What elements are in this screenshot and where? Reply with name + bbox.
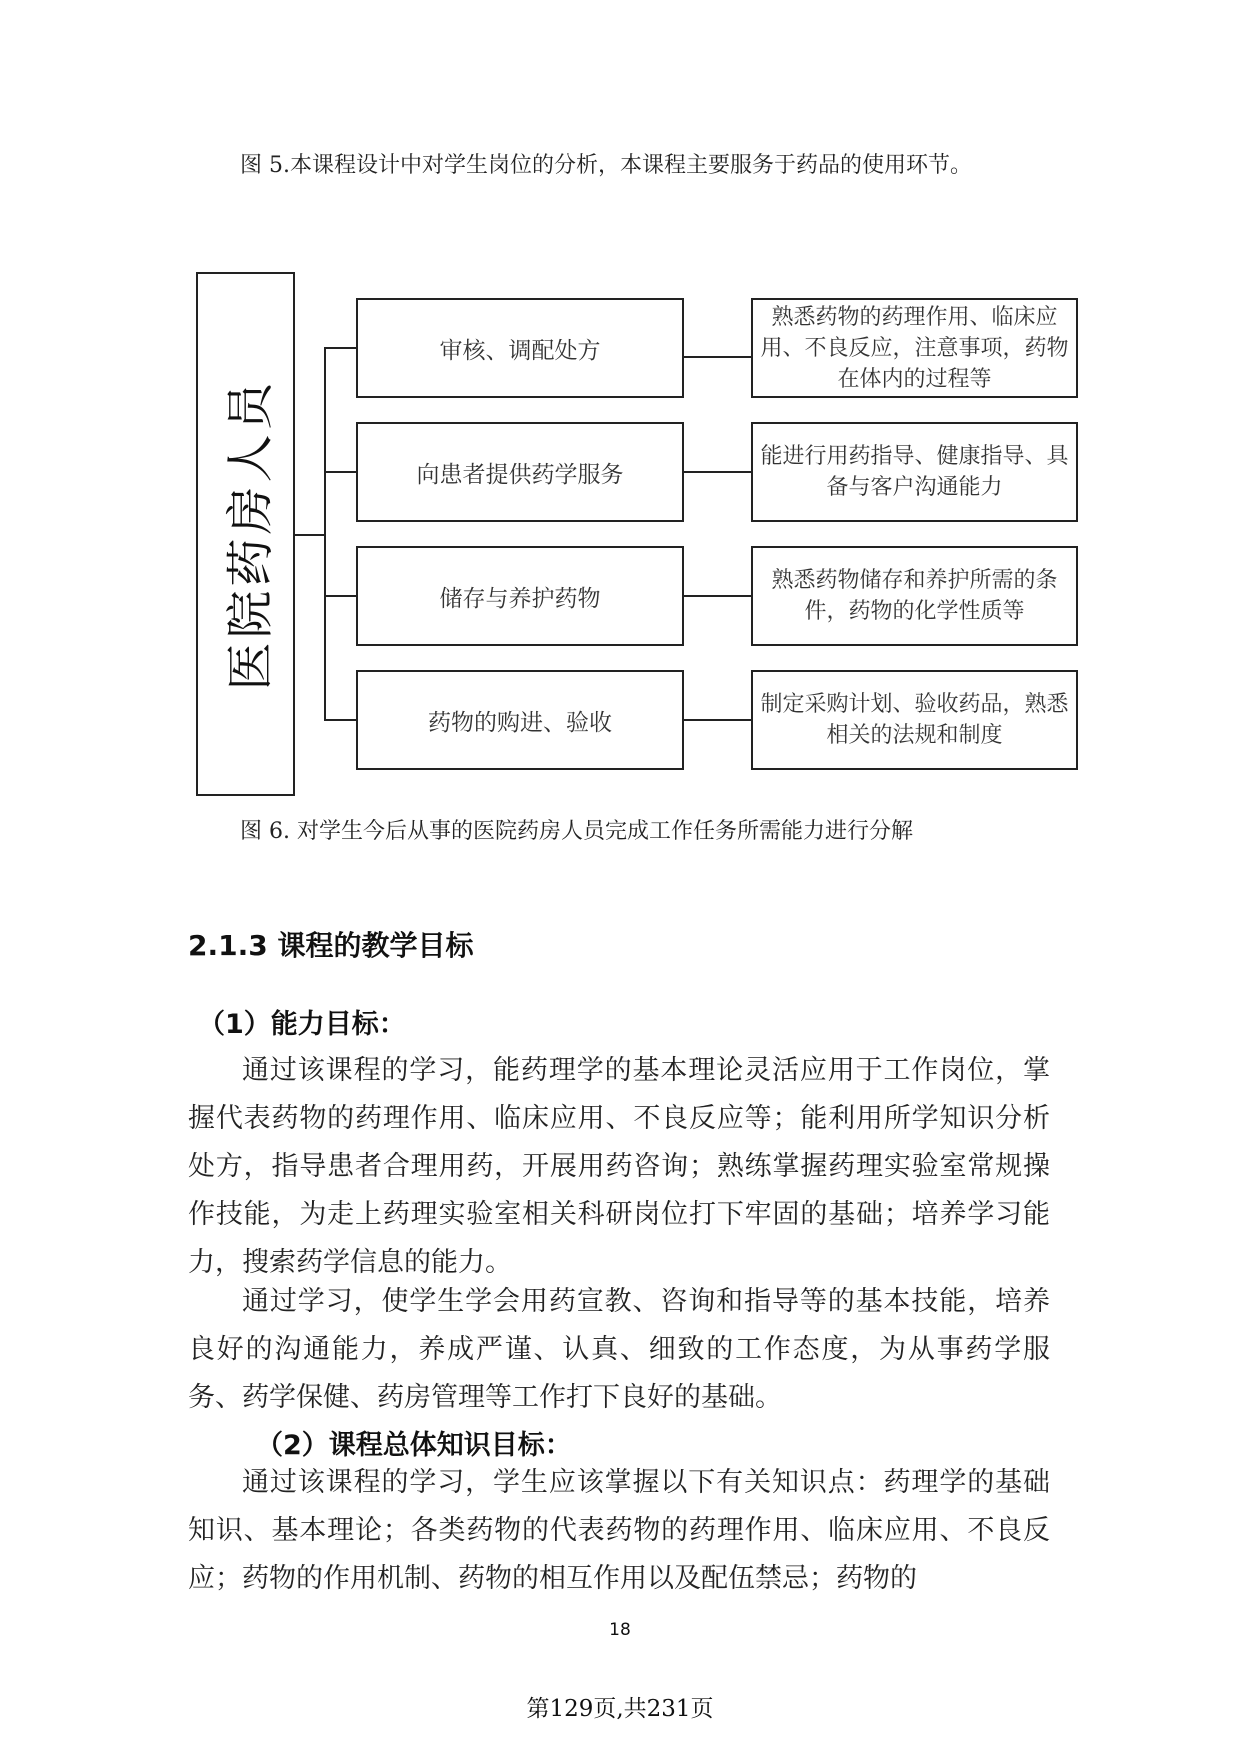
- skill-box-4: 制定采购计划、验收药品，熟悉相关的法规和制度: [751, 670, 1078, 770]
- task-box-4: 药物的购进、验收: [356, 670, 684, 770]
- task-box-3: 储存与养护药物: [356, 546, 684, 646]
- connector-task-4: [324, 719, 356, 721]
- connector-trunk: [324, 348, 326, 720]
- connector-skill-1: [684, 356, 751, 358]
- connector-root: [295, 534, 325, 536]
- skill-box-3: 熟悉药物储存和养护所需的条件，药物的化学性质等: [751, 546, 1078, 646]
- connector-skill-2: [684, 471, 751, 473]
- skill-box-1: 熟悉药物的药理作用、临床应用、不良反应，注意事项，药物在体内的过程等: [751, 298, 1078, 398]
- connector-task-2: [324, 471, 356, 473]
- figure-5-caption: 图 5.本课程设计中对学生岗位的分析，本课程主要服务于药品的使用环节。: [240, 153, 972, 178]
- task-box-1: 审核、调配处方: [356, 298, 684, 398]
- connector-skill-3: [684, 595, 751, 597]
- page-footer: 第129页,共231页: [526, 1696, 714, 1722]
- section-heading: 2.1.3 课程的教学目标: [188, 929, 474, 962]
- diagram-root-label: 医院药房人员: [222, 377, 279, 691]
- connector-task-3: [324, 595, 356, 597]
- ability-goal-heading: （1）能力目标：: [198, 1009, 406, 1040]
- figure-6-caption: 图 6. 对学生今后从事的医院药房人员完成工作任务所需能力进行分解: [240, 819, 913, 844]
- ability-paragraph-2: 通过学习，使学生学会用药宣教、咨询和指导等的基本技能，培养良好的沟通能力，养成严谨、认真、细致的工作态度，为从事药学服务、药学保健、药房管理等工作打下良好的基础。: [188, 1286, 1050, 1413]
- task-box-2: 向患者提供药学服务: [356, 422, 684, 522]
- knowledge-goal-heading: （2）课程总体知识目标：: [256, 1430, 572, 1461]
- connector-task-1: [324, 347, 356, 349]
- connector-skill-4: [684, 719, 751, 721]
- skill-box-2: 能进行用药指导、健康指导、具备与客户沟通能力: [751, 422, 1078, 522]
- page-number: 18: [609, 1620, 631, 1640]
- ability-breakdown-diagram: [0, 0, 1240, 820]
- diagram-root-box: [196, 272, 295, 796]
- knowledge-paragraph: 通过该课程的学习，学生应该掌握以下有关知识点：药理学的基础知识、基本理论；各类药物的代表药物的药理作用、临床应用、不良反应；药物的作用机制、药物的相互作用以及配伍禁忌；药物的: [188, 1467, 1050, 1594]
- ability-paragraph-1: 通过该课程的学习，能药理学的基本理论灵活应用于工作岗位，掌握代表药物的药理作用、临床应用、不良反应等；能利用所学知识分析处方，指导患者合理用药，开展用药咨询；熟练掌握药理实验室常规操作技能，为走上药理实验室相关科研岗位打下牢固的基础；培养学习能力，搜索药学信息的能力。: [188, 1055, 1050, 1278]
